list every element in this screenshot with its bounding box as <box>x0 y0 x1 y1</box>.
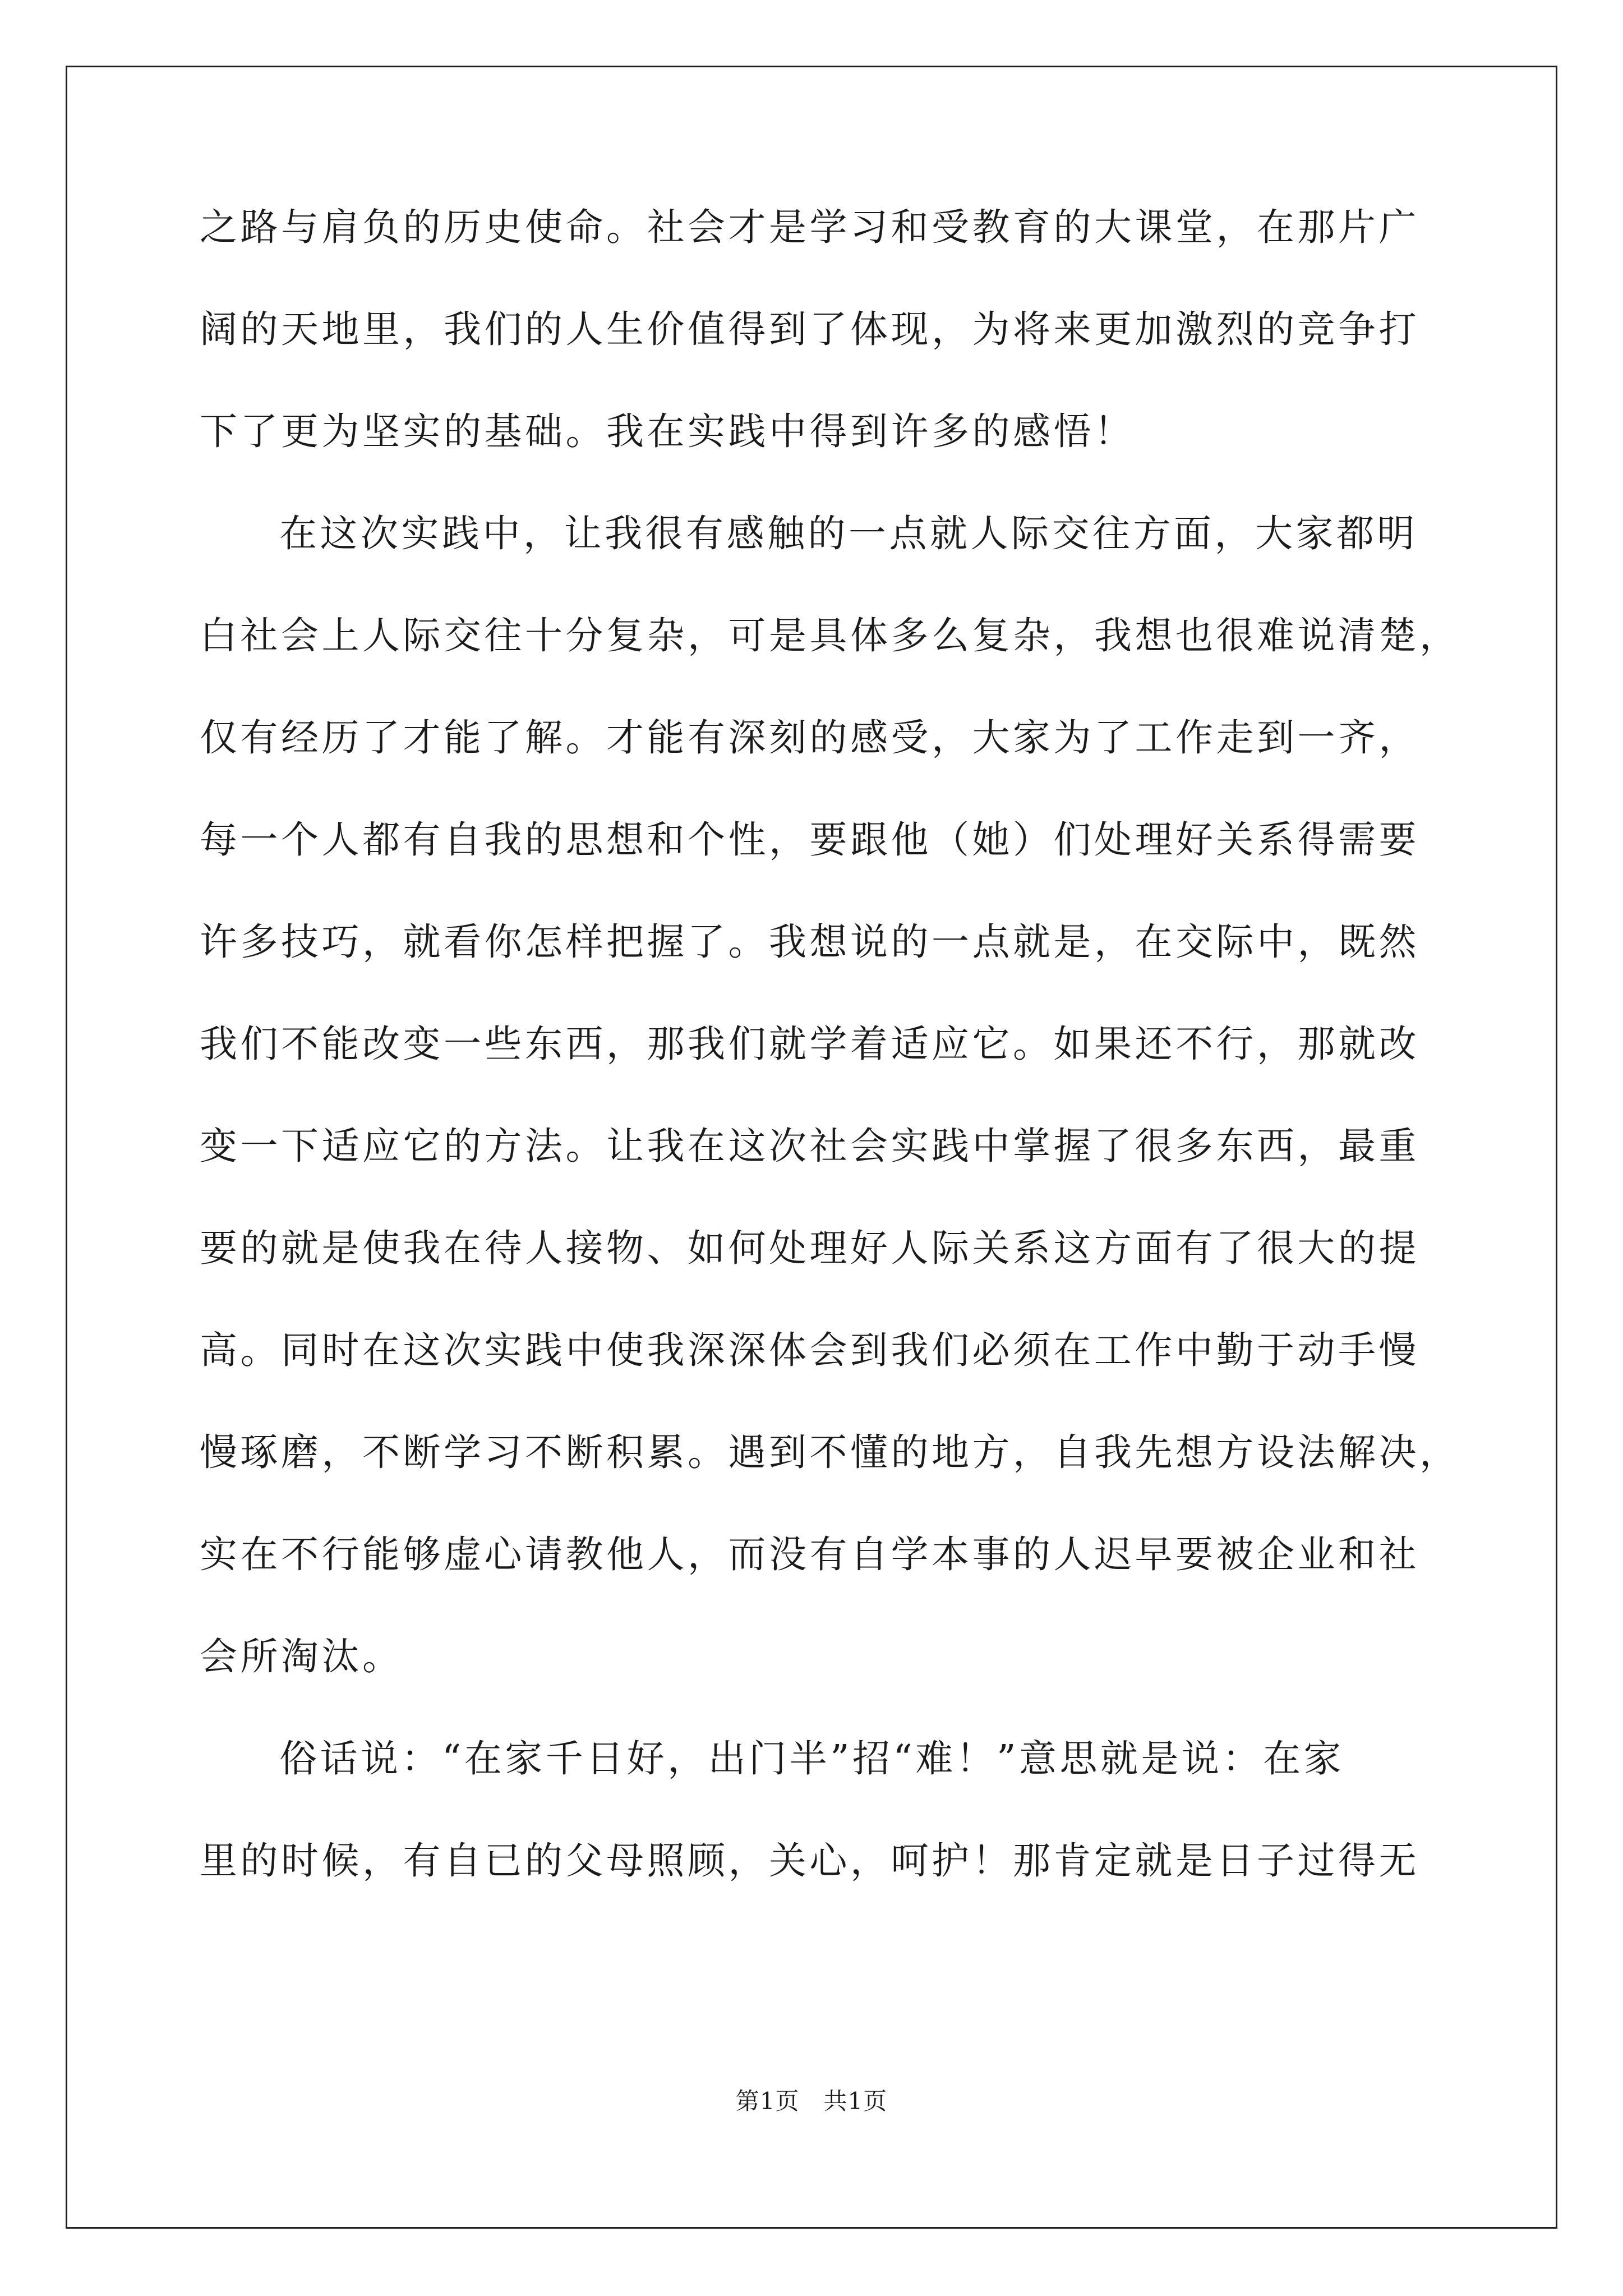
text-line: 实在不行能够虚心请教他人，而没有自学本事的人迟早要被企业和社 <box>200 1533 1419 1576</box>
text-line: 高。同时在这次实践中使我深深体会到我们必须在工作中勤于动手慢 <box>200 1328 1419 1372</box>
text-line: 里的时候，有自已的父母照顾，关心，呵护！那肯定就是日子过得无 <box>200 1839 1419 1883</box>
text-line: 之路与肩负的历史使命。社会才是学习和受教育的大课堂，在那片广 <box>200 205 1419 249</box>
text-line: 阔的天地里，我们的人生价值得到了体现，为将来更加激烈的竞争打 <box>200 307 1419 351</box>
text-line: 要的就是使我在待人接物、如何处理好人际关系这方面有了很大的提 <box>200 1226 1419 1270</box>
text-line: 我们不能改变一些东西，那我们就学着适应它。如果还不行，那就改 <box>200 1022 1419 1066</box>
text-line: 仅有经历了才能了解。才能有深刻的感受，大家为了工作走到一齐， <box>200 716 1419 760</box>
document-body <box>200 205 1460 1944</box>
text-line: 下了更为坚实的基础。我在实践中得到许多的感悟！ <box>200 409 1135 453</box>
page-number-footer: 第1页 共1页 <box>735 2087 888 2115</box>
text-line: 会所淘汰。 <box>200 1635 403 1678</box>
text-line: 白社会上人际交往十分复杂，可是具体多么复杂，我想也很难说清楚， <box>200 614 1460 657</box>
text-line: 慢琢磨，不断学习不断积累。遇到不懂的地方，自我先想方设法解决， <box>200 1430 1460 1474</box>
paragraph-start-line: 在这次实践中，让我很有感触的一点就人际交往方面，大家都明 <box>279 512 1418 555</box>
text-line: 变一下适应它的方法。让我在这次社会实践中掌握了很多东西，最重 <box>200 1124 1419 1168</box>
paragraph-start-line: 俗话说：“在家千日好，出门半”招“难！”意思就是说：在家 <box>279 1737 1345 1780</box>
text-line: 每一个人都有自我的思想和个性，要跟他（她）们处理好关系得需要 <box>200 818 1419 862</box>
text-line: 许多技巧，就看你怎样把握了。我想说的一点就是，在交际中，既然 <box>200 920 1419 964</box>
